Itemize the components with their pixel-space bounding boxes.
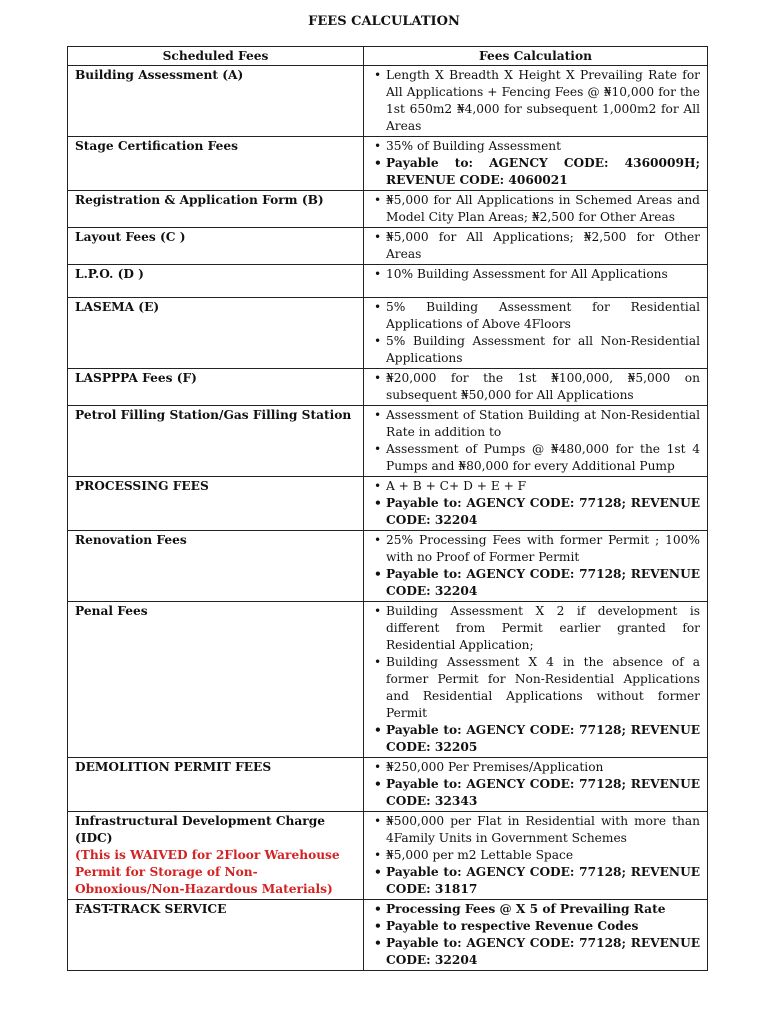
fee-name-cell bbox=[68, 900, 364, 971]
fee-name: Building Assessment (A) bbox=[75, 68, 244, 82]
fee-name: FAST-TRACK SERVICE bbox=[75, 902, 227, 916]
fee-name: Petrol Filling Station/Gas Filling Station bbox=[75, 408, 352, 422]
fee-calculation-cell bbox=[364, 812, 708, 900]
fee-name-cell bbox=[68, 477, 364, 531]
calculation-list bbox=[371, 67, 700, 135]
fee-calculation-cell bbox=[364, 602, 708, 758]
calculation-item: • 25% Processing Fees with former Permit ; 100% with no Proof of Former Permit bbox=[371, 532, 700, 566]
fee-name: Infrastructural Development Charge (IDC) bbox=[75, 814, 325, 845]
calculation-item: • Payable to: AGENCY CODE: 77128; REVENUE CODE: 32343 bbox=[371, 776, 700, 810]
calculation-item: • Building Assessment X 2 if development is different from Permit earlier granted for Residential Application; bbox=[371, 603, 700, 654]
table-row bbox=[68, 477, 708, 531]
fee-name: Registration & Application Form (B) bbox=[75, 193, 324, 207]
calculation-item: • Building Assessment X 4 in the absence of a former Permit for Non-Residential Applications and Residential Applications without former Permit bbox=[371, 654, 700, 722]
fee-name-cell bbox=[68, 531, 364, 602]
table-row bbox=[68, 191, 708, 228]
fee-calculation-cell bbox=[364, 758, 708, 812]
table-header-row bbox=[68, 47, 708, 66]
table-row bbox=[68, 602, 708, 758]
table-row bbox=[68, 369, 708, 406]
calculation-item: • Payable to: AGENCY CODE: 77128; REVENUE CODE: 32204 bbox=[371, 935, 700, 969]
fee-name: Renovation Fees bbox=[75, 533, 187, 547]
calculation-item: • ₦500,000 per Flat in Residential with more than 4Family Units in Government Schemes bbox=[371, 813, 700, 847]
calculation-item: • Assessment of Pumps @ ₦480,000 for the 1st 4 Pumps and ₦80,000 for every Additional Pump bbox=[371, 441, 700, 475]
calculation-item: • Payable to: AGENCY CODE: 77128; REVENUE CODE: 32204 bbox=[371, 495, 700, 529]
calculation-list bbox=[371, 266, 700, 283]
fee-calculation-cell bbox=[364, 531, 708, 602]
calculation-item: • 5% Building Assessment for all Non-Residential Applications bbox=[371, 333, 700, 367]
table-row bbox=[68, 531, 708, 602]
fee-name: PROCESSING FEES bbox=[75, 479, 209, 493]
fee-calculation-cell bbox=[364, 191, 708, 228]
fee-name: Penal Fees bbox=[75, 604, 148, 618]
table-row bbox=[68, 812, 708, 900]
fee-name-cell bbox=[68, 406, 364, 477]
waiver-note: (This is WAIVED for 2Floor Warehouse Permit for Storage of Non-Obnoxious/Non-Hazardous Materials) bbox=[75, 848, 340, 896]
calculation-item: • Payable to: AGENCY CODE: 77128; REVENUE CODE: 31817 bbox=[371, 864, 700, 898]
calculation-list bbox=[371, 370, 700, 404]
column-header-fees-calculation: Fees Calculation bbox=[364, 47, 708, 66]
fee-name-cell bbox=[68, 265, 364, 298]
fee-name: Stage Certification Fees bbox=[75, 139, 239, 153]
calculation-item: • 10% Building Assessment for All Applications bbox=[371, 266, 700, 283]
fee-calculation-cell bbox=[364, 369, 708, 406]
calculation-list bbox=[371, 759, 700, 810]
calculation-list bbox=[371, 229, 700, 263]
fee-calculation-cell bbox=[364, 66, 708, 137]
calculation-list bbox=[371, 813, 700, 898]
fee-name-cell bbox=[68, 66, 364, 137]
calculation-list bbox=[371, 603, 700, 756]
fee-name-cell bbox=[68, 191, 364, 228]
page-title: FEES CALCULATION bbox=[308, 14, 460, 29]
calculation-item: • Payable to respective Revenue Codes bbox=[371, 918, 700, 935]
calculation-item: • Payable to: AGENCY CODE: 77128; REVENUE CODE: 32205 bbox=[371, 722, 700, 756]
fee-name: LASEMA (E) bbox=[75, 300, 160, 314]
calculation-item: • ₦20,000 for the 1st ₦100,000, ₦5,000 on subsequent ₦50,000 for All Applications bbox=[371, 370, 700, 404]
calculation-item: • A + B + C+ D + E + F bbox=[371, 478, 700, 495]
table-row bbox=[68, 137, 708, 191]
calculation-list bbox=[371, 901, 700, 969]
calculation-item: • Assessment of Station Building at Non-Residential Rate in addition to bbox=[371, 407, 700, 441]
fee-name-cell bbox=[68, 298, 364, 369]
calculation-item: • Payable to: AGENCY CODE: 4360009H; REVENUE CODE: 4060021 bbox=[371, 155, 700, 189]
calculation-list bbox=[371, 138, 700, 189]
table-row bbox=[68, 265, 708, 298]
fee-calculation-cell bbox=[364, 298, 708, 369]
table-row bbox=[68, 406, 708, 477]
fee-calculation-cell bbox=[364, 406, 708, 477]
calculation-item: • ₦5,000 per m2 Lettable Space bbox=[371, 847, 700, 864]
fee-name-cell bbox=[68, 369, 364, 406]
fees-table-body bbox=[68, 66, 708, 971]
calculation-item: • Payable to: AGENCY CODE: 77128; REVENUE CODE: 32204 bbox=[371, 566, 700, 600]
fees-table bbox=[67, 46, 708, 971]
fee-calculation-cell bbox=[364, 477, 708, 531]
fee-name-cell bbox=[68, 812, 364, 900]
fee-name: Layout Fees (C ) bbox=[75, 230, 186, 244]
calculation-list bbox=[371, 407, 700, 475]
table-row bbox=[68, 228, 708, 265]
fee-calculation-cell bbox=[364, 265, 708, 298]
table-row bbox=[68, 298, 708, 369]
calculation-list bbox=[371, 478, 700, 529]
calculation-item: • 5% Building Assessment for Residential Applications of Above 4Floors bbox=[371, 299, 700, 333]
fee-name: DEMOLITION PERMIT FEES bbox=[75, 760, 272, 774]
calculation-item: • ₦250,000 Per Premises/Application bbox=[371, 759, 700, 776]
fee-name-cell bbox=[68, 137, 364, 191]
calculation-item: • 35% of Building Assessment bbox=[371, 138, 700, 155]
fee-name: L.P.O. (D ) bbox=[75, 267, 144, 281]
fee-name-cell bbox=[68, 758, 364, 812]
column-header-scheduled-fees: Scheduled Fees bbox=[68, 47, 364, 66]
calculation-list bbox=[371, 299, 700, 367]
calculation-item: • Length X Breadth X Height X Prevailing Rate for All Applications + Fencing Fees @ ₦10,000 for the 1st 650m2 ₦4,000 for subsequent 1,000m2 for All Areas bbox=[371, 67, 700, 135]
fee-name: LASPPPA Fees (F) bbox=[75, 371, 197, 385]
calculation-item: • Processing Fees @ X 5 of Prevailing Rate bbox=[371, 901, 700, 918]
calculation-list bbox=[371, 532, 700, 600]
fee-calculation-cell bbox=[364, 900, 708, 971]
table-row bbox=[68, 66, 708, 137]
calculation-list bbox=[371, 192, 700, 226]
table-row bbox=[68, 758, 708, 812]
fee-calculation-cell bbox=[364, 228, 708, 265]
calculation-item: • ₦5,000 for All Applications; ₦2,500 for Other Areas bbox=[371, 229, 700, 263]
table-row bbox=[68, 900, 708, 971]
calculation-item: • ₦5,000 for All Applications in Schemed Areas and Model City Plan Areas; ₦2,500 for Other Areas bbox=[371, 192, 700, 226]
fee-calculation-cell bbox=[364, 137, 708, 191]
fee-name-cell bbox=[68, 228, 364, 265]
fee-name-cell bbox=[68, 602, 364, 758]
